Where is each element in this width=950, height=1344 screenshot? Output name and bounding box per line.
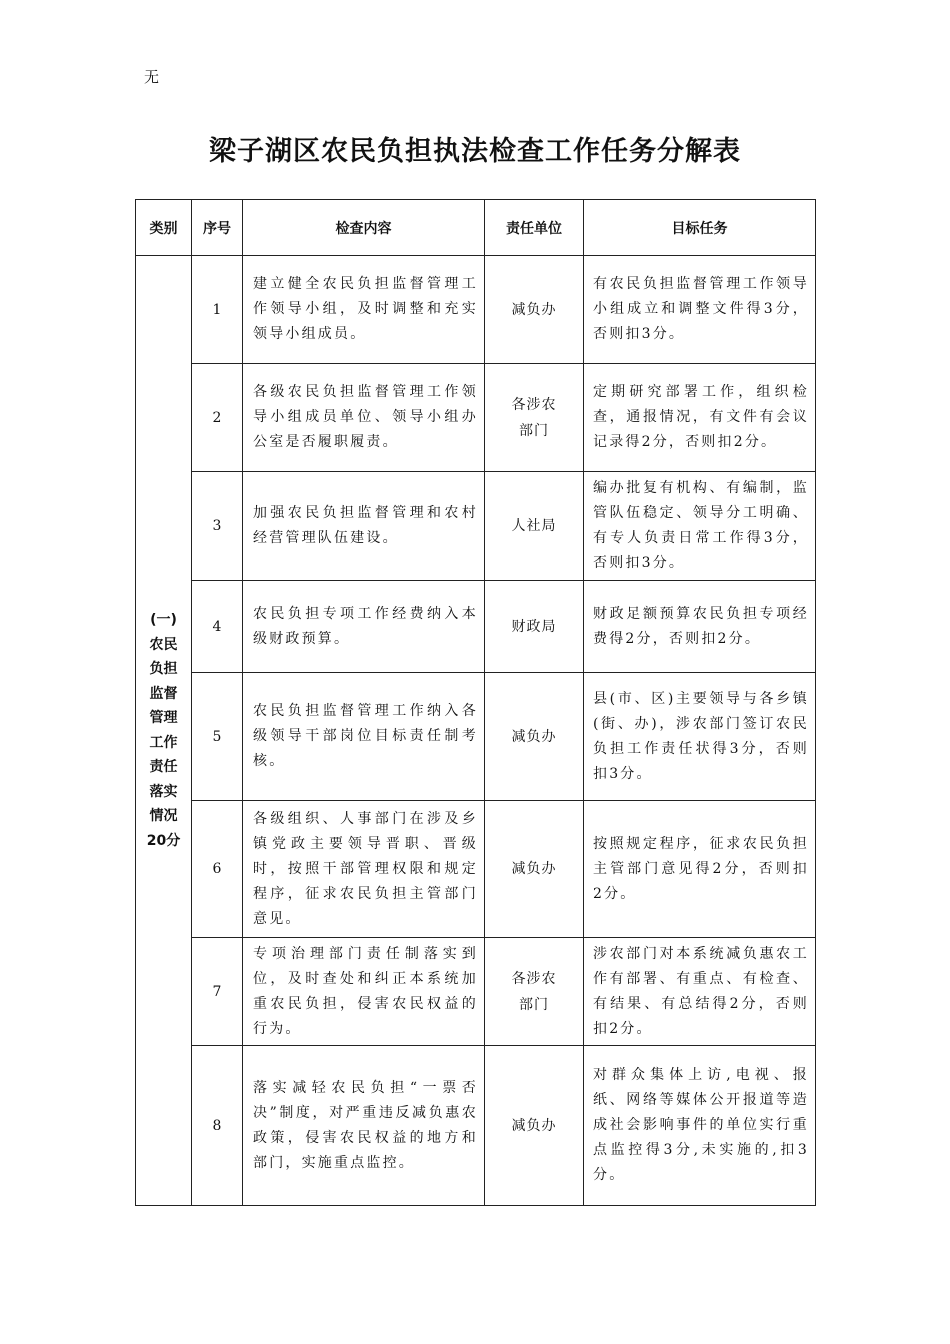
category-cell <box>136 256 192 1206</box>
table-row <box>136 472 816 581</box>
row-content: 加强农民负担监督管理和农村经营管理队伍建设。 <box>243 472 485 581</box>
row-target: 定期研究部署工作，组织检查，通报情况，有文件有会议记录得2分，否则扣2分。 <box>584 364 816 472</box>
row-unit: 人社局 <box>485 472 584 581</box>
table-row <box>136 938 816 1046</box>
page-mark: 无 <box>144 68 160 86</box>
row-unit: 减负办 <box>485 256 584 364</box>
row-unit-text: 各涉农部门 <box>511 970 557 1013</box>
row-target: 对群众集体上访,电视、报纸、网络等媒体公开报道等造成社会影响事件的单位实行重点监控得3分,未实施的,扣3分。 <box>584 1046 816 1206</box>
header-category: 类别 <box>136 200 192 256</box>
category-label: (一)农民负担监督管理工作责任落实情况20分 <box>146 612 181 849</box>
row-unit <box>485 938 584 1046</box>
row-seq: 1 <box>192 256 243 364</box>
row-seq: 3 <box>192 472 243 581</box>
row-target: 县(市、区)主要领导与各乡镇(街、办)，涉农部门签订农民负担工作责任状得3分，否则扣3分。 <box>584 673 816 801</box>
row-target: 财政足额预算农民负担专项经费得2分，否则扣2分。 <box>584 581 816 673</box>
row-target: 涉农部门对本系统减负惠农工作有部署、有重点、有检查、有结果、有总结得2分，否则扣2分。 <box>584 938 816 1046</box>
header-target: 目标任务 <box>584 200 816 256</box>
row-seq: 6 <box>192 801 243 938</box>
row-seq: 8 <box>192 1046 243 1206</box>
row-unit-text: 各涉农部门 <box>511 396 557 439</box>
table-row <box>136 801 816 938</box>
row-content: 农民负担专项工作经费纳入本级财政预算。 <box>243 581 485 673</box>
header-content: 检查内容 <box>243 200 485 256</box>
table-row <box>136 673 816 801</box>
row-unit <box>485 364 584 472</box>
row-content: 各级农民负担监督管理工作领导小组成员单位、领导小组办公室是否履职履责。 <box>243 364 485 472</box>
header-seq: 序号 <box>192 200 243 256</box>
row-unit: 减负办 <box>485 1046 584 1206</box>
row-seq: 5 <box>192 673 243 801</box>
table-header-row <box>136 200 816 256</box>
row-seq: 2 <box>192 364 243 472</box>
document-title: 梁子湖区农民负担执法检查工作任务分解表 <box>209 136 741 167</box>
row-content: 建立健全农民负担监督管理工作领导小组，及时调整和充实领导小组成员。 <box>243 256 485 364</box>
row-target: 编办批复有机构、有编制，监管队伍稳定、领导分工明确、有专人负责日常工作得3分，否则扣3分。 <box>584 472 816 581</box>
table-row <box>136 256 816 364</box>
row-content: 各级组织、人事部门在涉及乡镇党政主要领导晋职、晋级时，按照干部管理权限和规定程序，征求农民负担主管部门意见。 <box>243 801 485 938</box>
task-breakdown-table <box>135 199 816 1206</box>
header-unit: 责任单位 <box>485 200 584 256</box>
row-content: 农民负担监督管理工作纳入各级领导干部岗位目标责任制考核。 <box>243 673 485 801</box>
row-seq: 4 <box>192 581 243 673</box>
row-target: 有农民负担监督管理工作领导小组成立和调整文件得3分，否则扣3分。 <box>584 256 816 364</box>
row-target: 按照规定程序，征求农民负担主管部门意见得2分，否则扣2分。 <box>584 801 816 938</box>
row-content: 落实减轻农民负担“一票否决”制度，对严重违反减负惠农政策，侵害农民权益的地方和部门，实施重点监控。 <box>243 1046 485 1206</box>
table-row <box>136 581 816 673</box>
row-content: 专项治理部门责任制落实到位，及时查处和纠正本系统加重农民负担，侵害农民权益的行为。 <box>243 938 485 1046</box>
row-unit: 减负办 <box>485 801 584 938</box>
row-unit: 财政局 <box>485 581 584 673</box>
table-row <box>136 364 816 472</box>
table-row <box>136 1046 816 1206</box>
row-unit: 减负办 <box>485 673 584 801</box>
row-seq: 7 <box>192 938 243 1046</box>
